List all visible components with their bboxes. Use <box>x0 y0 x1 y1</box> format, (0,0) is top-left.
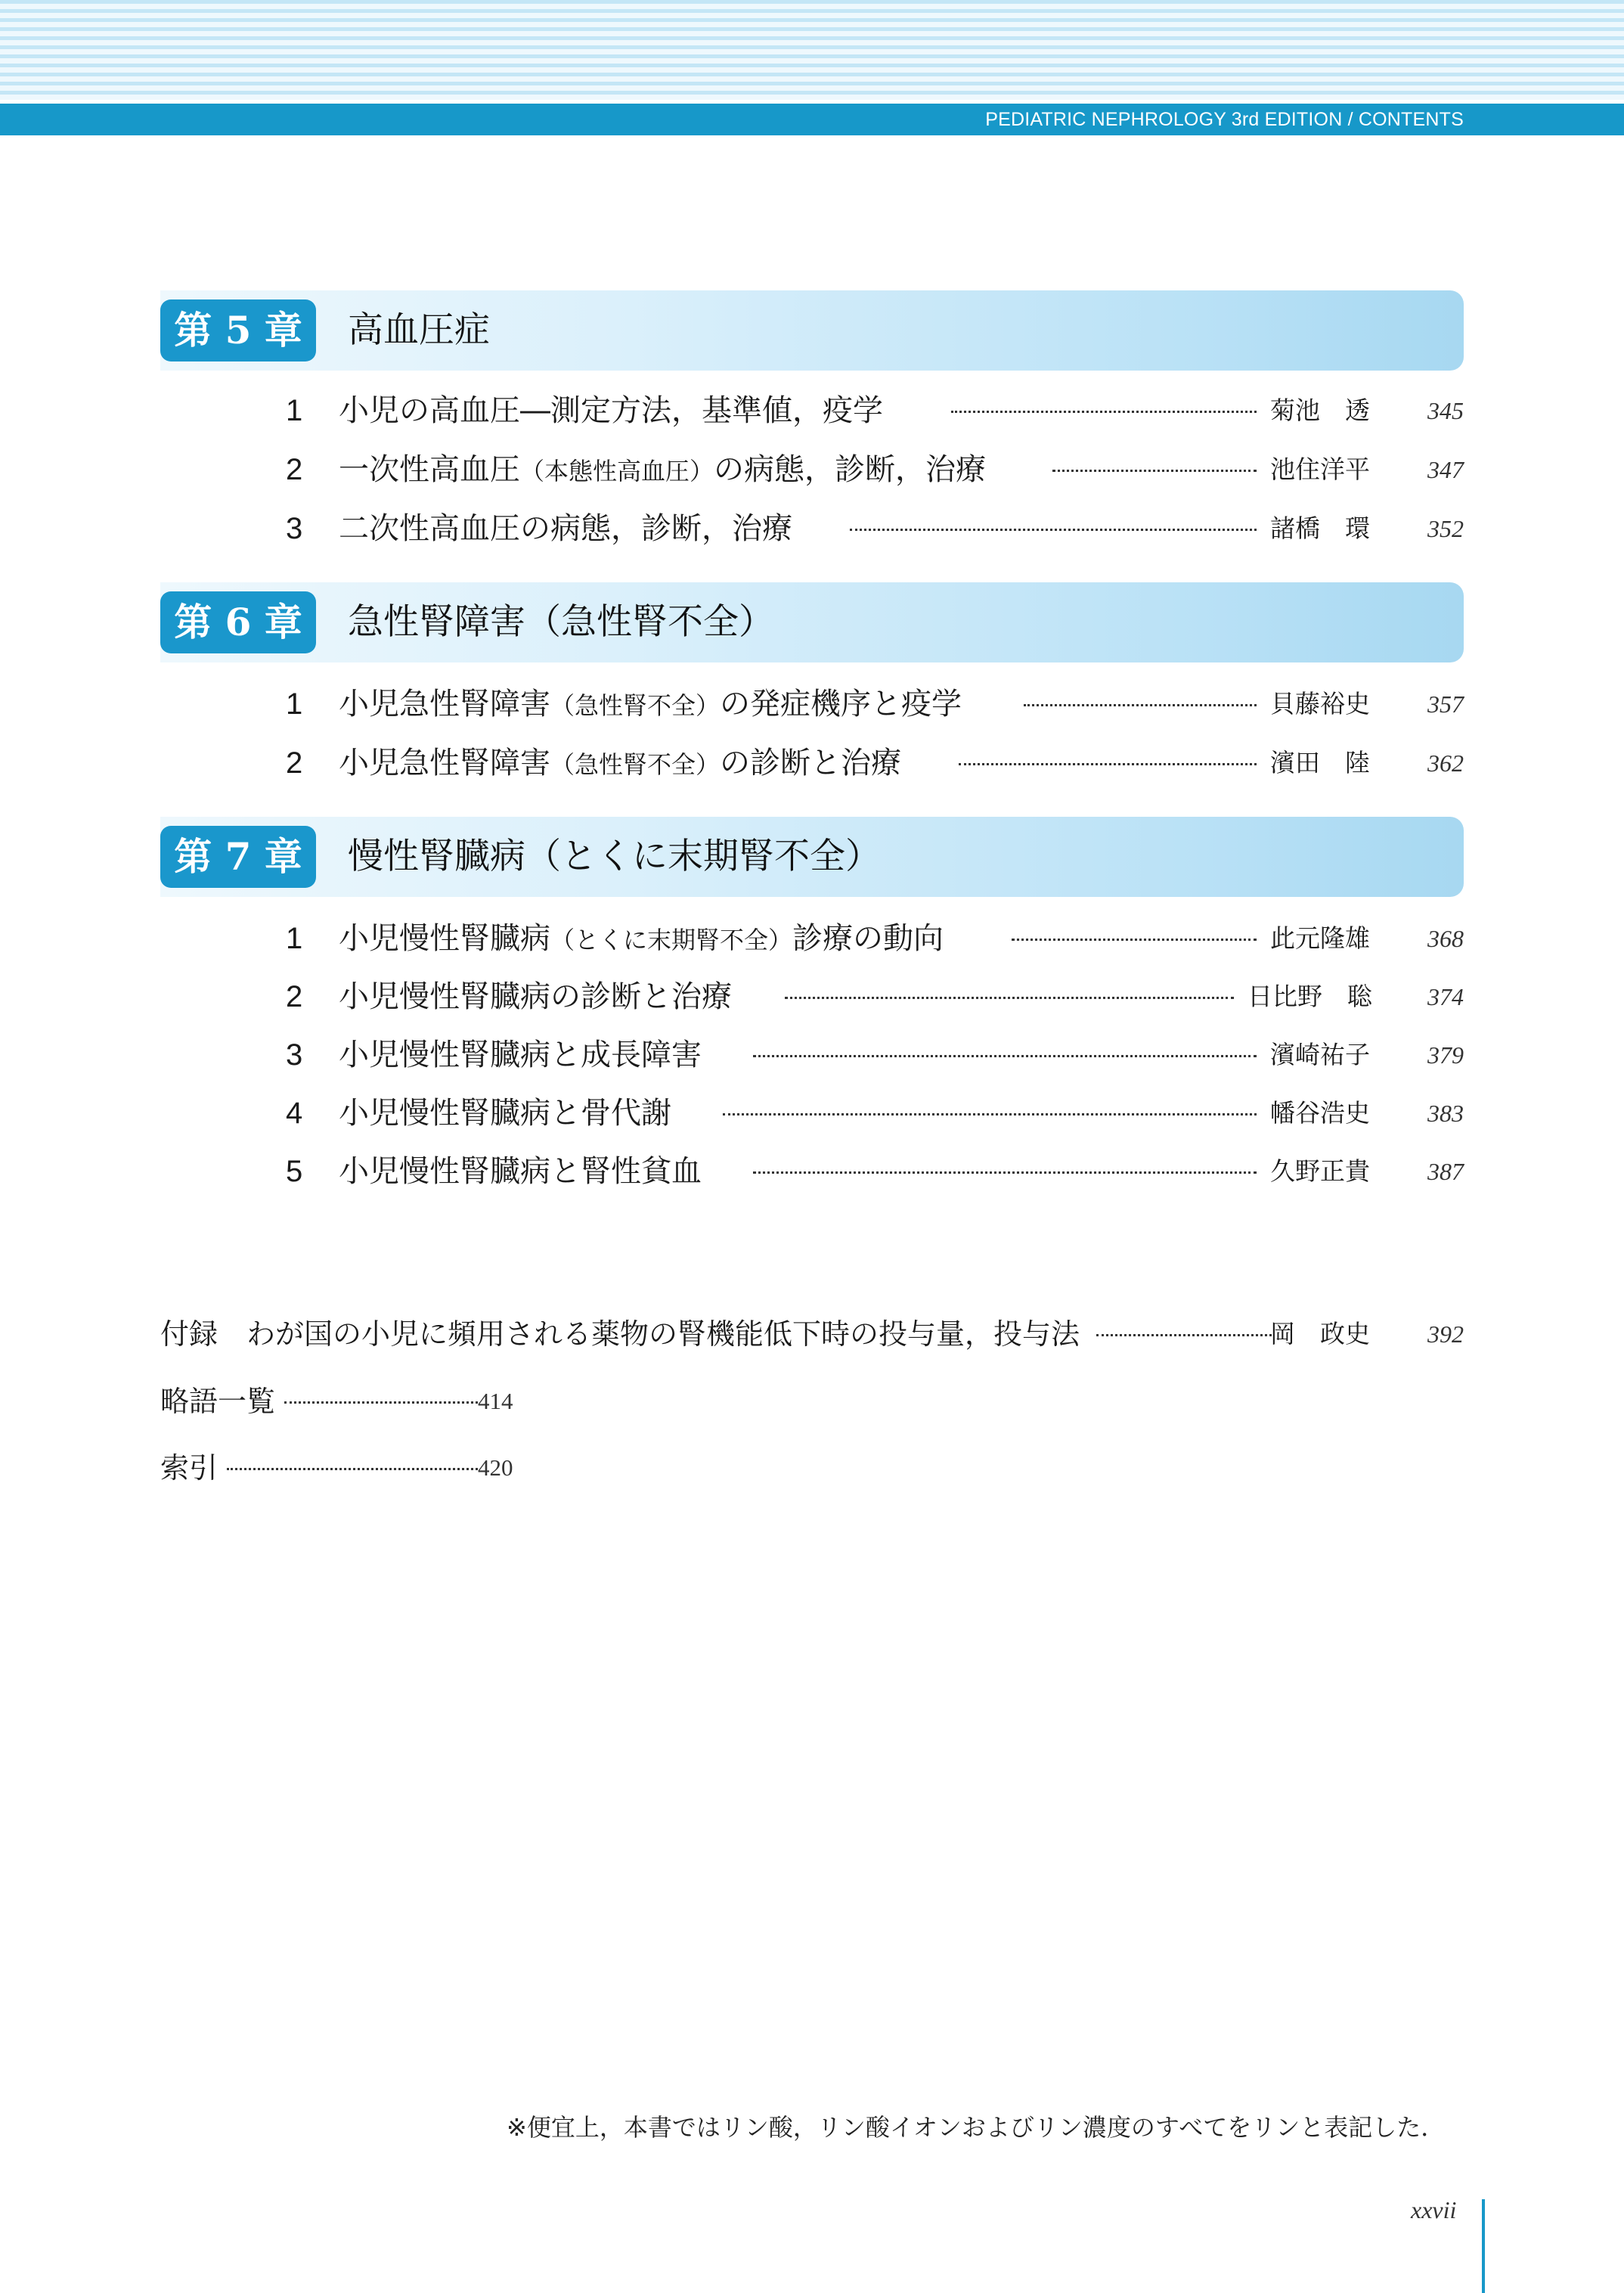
entry-author: 久野正貴 <box>1270 1156 1370 1186</box>
appendix-page: 392 <box>1427 1320 1464 1348</box>
entry-author: 日比野 聡 <box>1247 982 1372 1011</box>
entry-title: 小児急性腎障害（急性腎不全）の診断と治療 <box>339 746 902 780</box>
entry-author: 菊池 透 <box>1270 396 1370 425</box>
toc-entry[interactable] <box>286 740 1464 787</box>
entry-author: 此元隆雄 <box>1270 923 1370 953</box>
dot-leader <box>1024 704 1257 706</box>
entry-number: 2 <box>286 980 303 1013</box>
entry-number: 3 <box>286 1038 303 1072</box>
dot-leader <box>951 411 1257 413</box>
appendix-label: 付録 <box>160 1317 218 1351</box>
chapter-7-banner <box>160 817 1464 897</box>
entry-page: 362 <box>1427 749 1464 777</box>
dot-leader <box>753 1171 1257 1174</box>
dot-leader <box>1052 470 1257 472</box>
entry-number: 5 <box>286 1155 303 1188</box>
dot-leader <box>785 997 1234 999</box>
entry-number: 3 <box>286 512 303 545</box>
entry-page: 379 <box>1427 1041 1464 1069</box>
entry-author: 貝藤裕史 <box>1270 689 1370 718</box>
toc-entry[interactable] <box>286 1032 1464 1078</box>
dot-leader <box>1096 1334 1272 1336</box>
chapter-badge: 第 5 章 <box>160 299 316 361</box>
dot-leader <box>227 1468 478 1470</box>
entry-title: 小児慢性腎臓病と成長障害 <box>339 1038 702 1072</box>
chapter-title: 高血圧症 <box>348 309 490 351</box>
entry-page: 387 <box>1427 1158 1464 1185</box>
header-stripes <box>0 0 1624 100</box>
entry-page: 368 <box>1427 925 1464 952</box>
toc-entry[interactable] <box>286 505 1464 552</box>
entry-author: 濱崎祐子 <box>1270 1040 1370 1069</box>
entry-number: 1 <box>286 922 303 955</box>
entry-number: 2 <box>286 453 303 486</box>
entry-page: 347 <box>1427 456 1464 483</box>
chapter-title: 急性腎障害（急性腎不全） <box>348 601 774 643</box>
index-label: 索引 <box>160 1451 218 1485</box>
entry-number: 1 <box>286 687 303 721</box>
appendix-author: 岡 政史 <box>1270 1319 1370 1348</box>
toc-entry[interactable] <box>286 681 1464 728</box>
entry-page: 352 <box>1427 515 1464 542</box>
appendix-entry[interactable] <box>160 1311 1464 1357</box>
entry-author: 池住洋平 <box>1270 455 1370 484</box>
entry-page: 383 <box>1427 1100 1464 1127</box>
entry-title: 小児の高血圧―測定方法，基準値，疫学 <box>339 393 883 428</box>
page-edge-rule <box>1482 2199 1485 2293</box>
entry-title: 一次性高血圧（本態性高血圧）の病態，診断，治療 <box>339 452 987 487</box>
entry-author: 濱田 陸 <box>1270 748 1370 777</box>
chapter-5-banner <box>160 290 1464 371</box>
toc-entry[interactable] <box>286 446 1464 493</box>
entry-title: 小児慢性腎臓病と腎性貧血 <box>339 1154 702 1189</box>
entry-title: 小児慢性腎臓病の診断と治療 <box>339 979 732 1014</box>
entry-author: 幡谷浩史 <box>1270 1098 1370 1128</box>
chapter-badge: 第 7 章 <box>160 826 316 888</box>
running-header: PEDIATRIC NEPHROLOGY 3rd EDITION / CONTENTS <box>985 109 1464 130</box>
entry-author: 諸橋 環 <box>1270 514 1370 543</box>
header-bar <box>0 104 1624 135</box>
dot-leader <box>850 529 1257 531</box>
dot-leader <box>723 1113 1257 1115</box>
appendix-title: わが国の小児に頻用される薬物の腎機能低下時の投与量，投与法 <box>246 1317 1080 1351</box>
chapter-title: 慢性腎臓病（とくに末期腎不全） <box>348 836 881 877</box>
abbreviations-entry[interactable] <box>160 1378 538 1425</box>
abbreviations-label: 略語一覧 <box>160 1385 276 1418</box>
dot-leader <box>1012 939 1257 941</box>
footnote: ※便宜上，本書ではリン酸，リン酸イオンおよびリン濃度のすべてをリンと表記した． <box>507 2113 1446 2142</box>
toc-entry[interactable] <box>286 1148 1464 1195</box>
entry-title: 小児急性腎障害（急性腎不全）の発症機序と疫学 <box>339 687 962 721</box>
index-page: 420 <box>478 1454 513 1481</box>
dot-leader <box>959 763 1257 765</box>
entry-number: 4 <box>286 1097 303 1130</box>
entry-number: 1 <box>286 394 303 427</box>
chapter-6-banner <box>160 582 1464 662</box>
toc-entry[interactable] <box>286 973 1464 1020</box>
dot-leader <box>753 1055 1257 1057</box>
page-number: xxvii <box>1411 2196 1457 2223</box>
toc-entry[interactable] <box>286 1090 1464 1137</box>
entry-page: 357 <box>1427 690 1464 718</box>
entry-title: 二次性高血圧の病態，診断，治療 <box>339 511 792 546</box>
toc-entry[interactable] <box>286 915 1464 962</box>
entry-page: 374 <box>1427 983 1464 1010</box>
index-entry[interactable] <box>160 1444 538 1491</box>
entry-number: 2 <box>286 746 303 780</box>
chapter-badge: 第 6 章 <box>160 591 316 653</box>
toc-entry[interactable] <box>286 387 1464 434</box>
dot-leader <box>284 1401 478 1404</box>
entry-page: 345 <box>1427 397 1464 424</box>
entry-title: 小児慢性腎臓病と骨代謝 <box>339 1096 671 1131</box>
entry-title: 小児慢性腎臓病（とくに末期腎不全）診療の動向 <box>339 921 944 956</box>
abbreviations-page: 414 <box>478 1388 513 1414</box>
